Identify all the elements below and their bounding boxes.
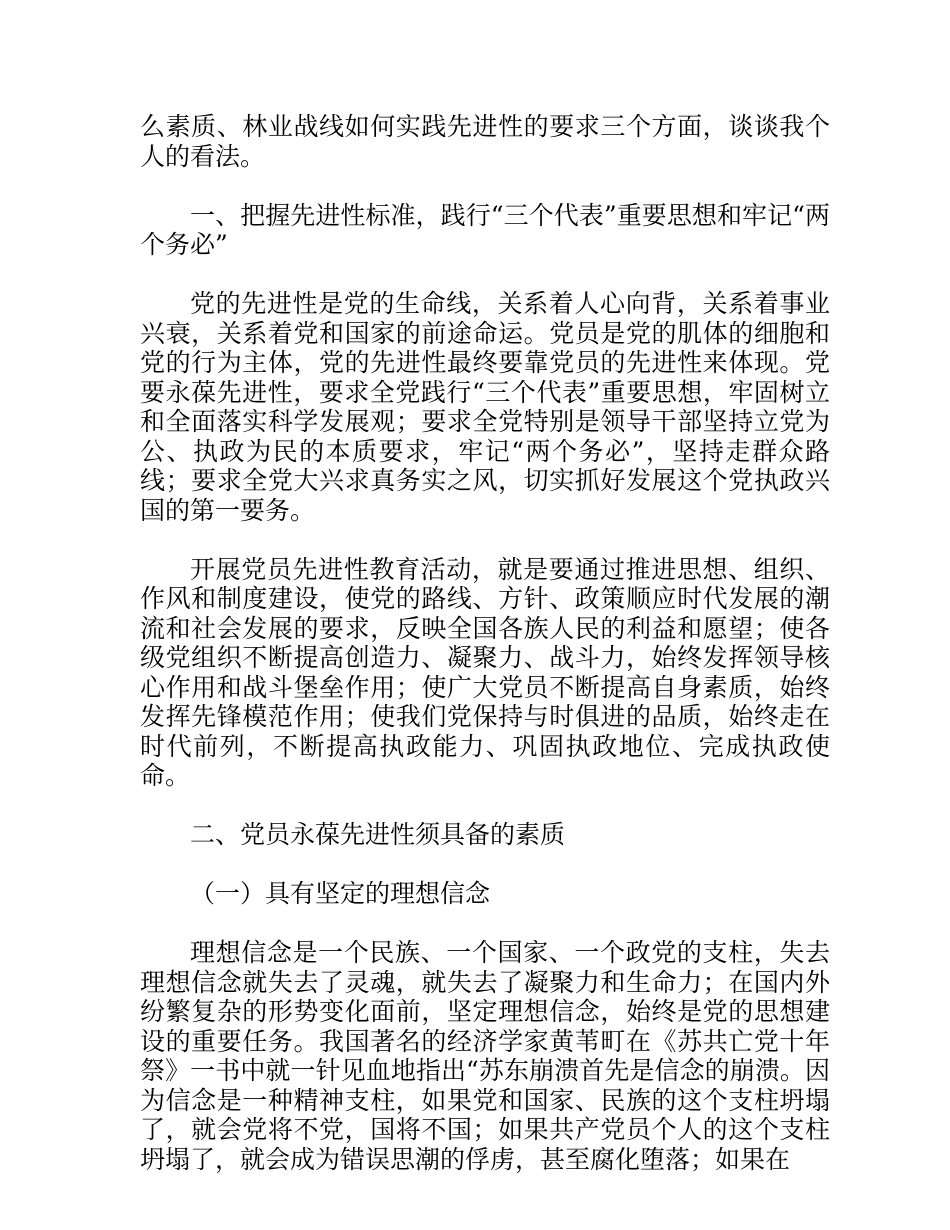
body-paragraph: 开展党员先进性教育活动，就是要通过推进思想、组织、作风和制度建设，使党的路线、方针、政策顺应时代发展的潮流和社会发展的要求，反映全国各族人民的利益和愿望；使各级党组织不断提高创造力、凝聚力、战斗力，始终发挥领导核心作用和战斗堡垒作用；使广大党员不断提高自身素质，始终发挥先锋模范作用；使我们党保持与时俱进的品质，始终走在时代前列，不断提高执政能力、巩固执政地位、完成执政使命。 xyxy=(140,554,830,790)
section-1-heading: 一、把握先进性标准，践行“三个代表”重要思想和牢记“两个务必” xyxy=(140,200,830,259)
document-page xyxy=(140,112,830,1204)
intro-continuation-paragraph: 么素质、林业战线如何实践先进性的要求三个方面，谈谈我个人的看法。 xyxy=(140,112,830,171)
subsection-heading: （一）具有坚定的理想信念 xyxy=(190,879,491,908)
section-2-heading: 二、党员永葆先进性须具备的素质 xyxy=(190,820,566,849)
body-paragraph: 理想信念是一个民族、一个国家、一个政党的支柱，失去理想信念就失去了灵魂，就失去了凝聚力和生命力；在国内外纷繁复杂的形势变化面前，坚定理想信念，始终是党的思想建设的重要任务。我国著名的经济学家黄苇町在《苏共亡党十年祭》一书中就一针见血地指出“苏东崩溃首先是信念的崩溃。因为信念是一种精神支柱，如果党和国家、民族的这个支柱坍塌了，就会党将不党，国将不国；如果共产党员个人的这个支柱坍塌了，就会成为错误思潮的俘虏，甚至腐化堕落；如果在 xyxy=(140,938,830,1174)
body-paragraph: 党的先进性是党的生命线，关系着人心向背，关系着事业兴衰，关系着党和国家的前途命运。党员是党的肌体的细胞和党的行为主体，党的先进性最终要靠党员的先进性来体现。党要永葆先进性，要求全党践行“三个代表”重要思想，牢固树立和全面落实科学发展观；要求全党特别是领导干部坚持立党为公、执政为民的本质要求，牢记“两个务必”，坚持走群众路线；要求全党大兴求真务实之风，切实抓好发展这个党执政兴国的第一要务。 xyxy=(140,289,830,525)
